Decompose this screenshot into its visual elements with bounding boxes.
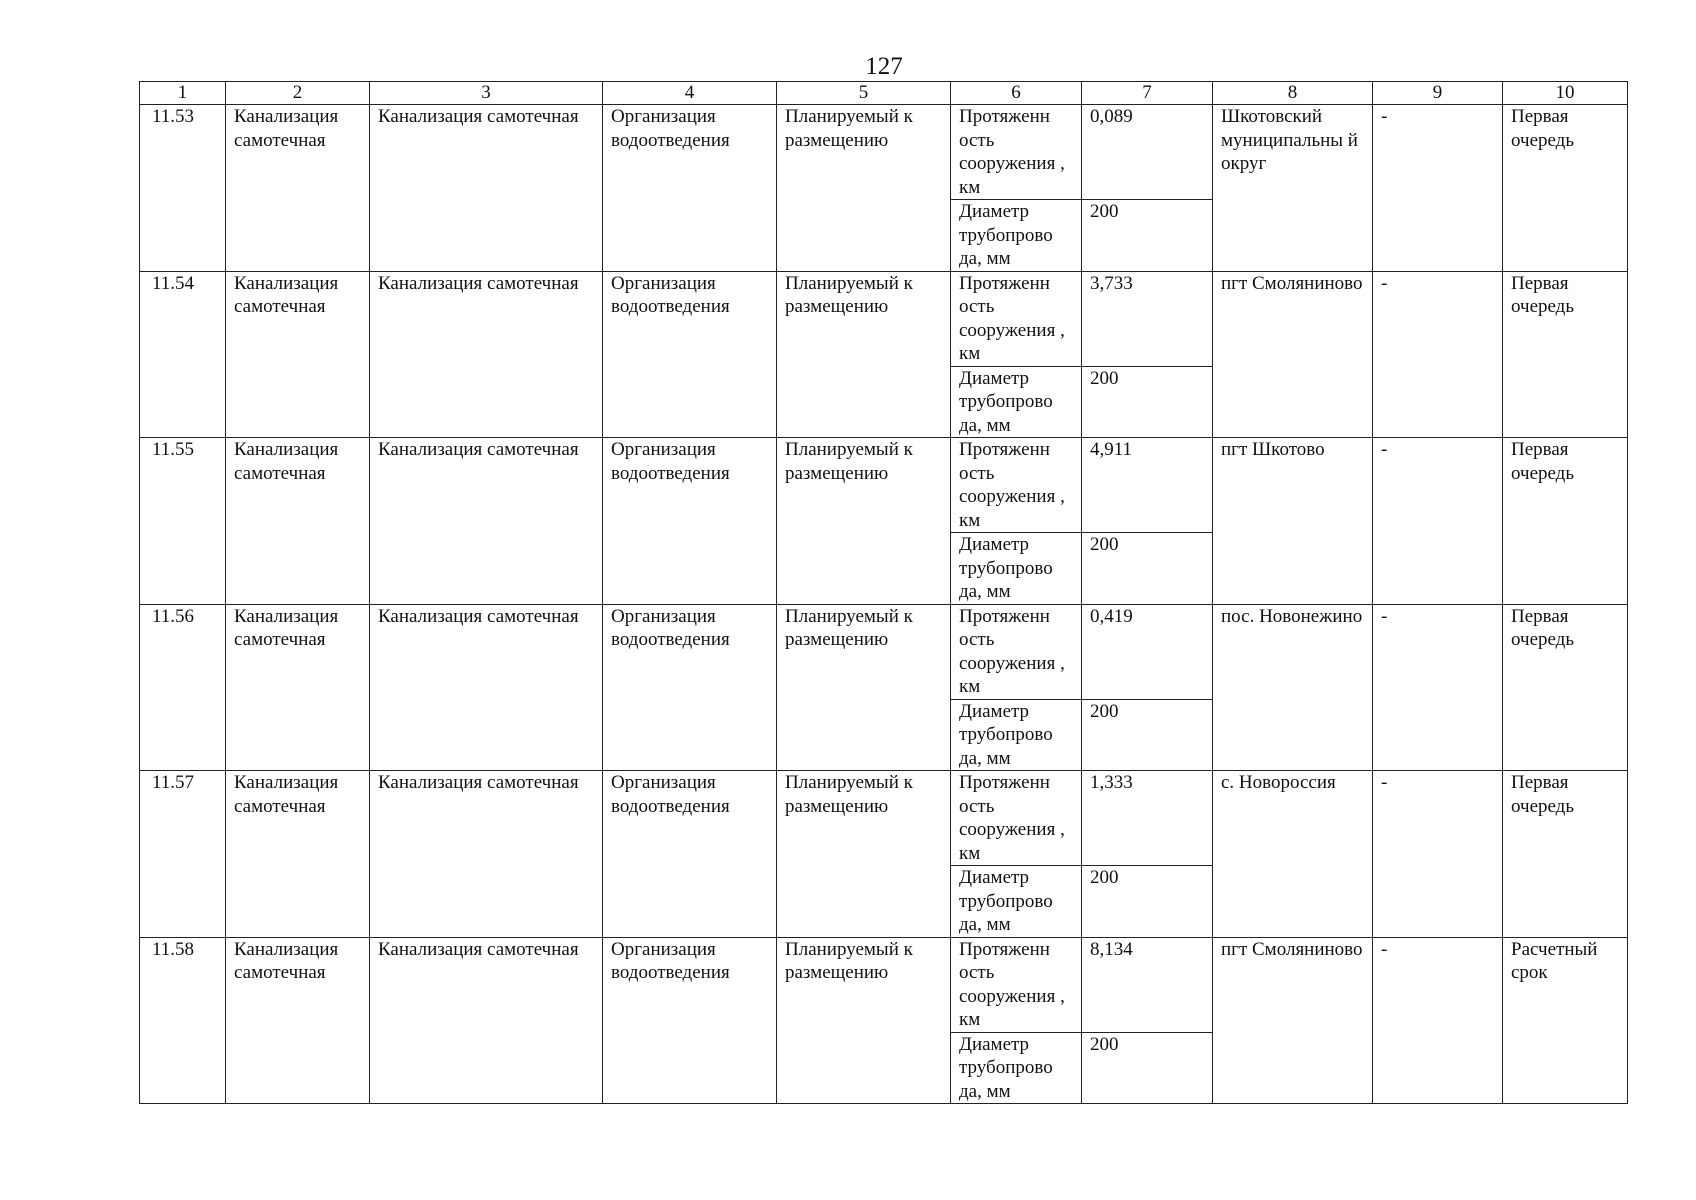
implementation-stage: Первая очередь [1503, 771, 1628, 938]
param-diameter-label: Диаметр трубопрово да, мм [951, 366, 1082, 438]
object-name: Канализация самотечная [370, 604, 603, 771]
column-header: 6 [951, 82, 1082, 105]
table-row [140, 105, 1628, 200]
param-length-label: Протяженн ость сооружения , км [951, 937, 1082, 1032]
table-row [140, 271, 1628, 366]
param-diameter-value: 200 [1082, 866, 1213, 938]
param-length-value: 3,733 [1082, 271, 1213, 366]
param-length-label: Протяженн ость сооружения , км [951, 604, 1082, 699]
object-type: Канализация самотечная [226, 937, 370, 1104]
object-name: Канализация самотечная [370, 438, 603, 605]
column-header: 2 [226, 82, 370, 105]
item-number: 11.56 [140, 604, 226, 771]
location: пгт Шкотово [1213, 438, 1373, 605]
object-name: Канализация самотечная [370, 937, 603, 1104]
item-number: 11.58 [140, 937, 226, 1104]
location: Шкотовский муниципальны й округ [1213, 105, 1373, 272]
param-diameter-value: 200 [1082, 366, 1213, 438]
object-type: Канализация самотечная [226, 105, 370, 272]
param-diameter-label: Диаметр трубопрово да, мм [951, 866, 1082, 938]
table-row [140, 438, 1628, 533]
param-diameter-value: 200 [1082, 699, 1213, 771]
object-type: Канализация самотечная [226, 604, 370, 771]
param-length-label: Протяженн ость сооружения , км [951, 438, 1082, 533]
item-number: 11.53 [140, 105, 226, 272]
param-diameter-label: Диаметр трубопрово да, мм [951, 200, 1082, 272]
column-header: 5 [777, 82, 951, 105]
zone: - [1373, 604, 1503, 771]
param-length-label: Протяженн ость сооружения , км [951, 105, 1082, 200]
object-name: Канализация самотечная [370, 271, 603, 438]
object-status: Планируемый к размещению [777, 271, 951, 438]
param-length-value: 4,911 [1082, 438, 1213, 533]
column-header: 9 [1373, 82, 1503, 105]
zone: - [1373, 438, 1503, 605]
param-length-value: 0,089 [1082, 105, 1213, 200]
implementation-stage: Первая очередь [1503, 271, 1628, 438]
param-diameter-value: 200 [1082, 533, 1213, 605]
param-length-label: Протяженн ость сооружения , км [951, 771, 1082, 866]
column-header: 3 [370, 82, 603, 105]
param-length-value: 8,134 [1082, 937, 1213, 1032]
object-purpose: Организация водоотведения [603, 438, 777, 605]
table-row [140, 937, 1628, 1032]
location: с. Новороссия [1213, 771, 1373, 938]
table-row [140, 771, 1628, 866]
param-length-value: 0,419 [1082, 604, 1213, 699]
implementation-stage: Первая очередь [1503, 438, 1628, 605]
column-header: 1 [140, 82, 226, 105]
object-status: Планируемый к размещению [777, 105, 951, 272]
object-name: Канализация самотечная [370, 105, 603, 272]
implementation-stage: Расчетный срок [1503, 937, 1628, 1104]
table-row [140, 604, 1628, 699]
object-purpose: Организация водоотведения [603, 271, 777, 438]
location: пос. Новонежино [1213, 604, 1373, 771]
zone: - [1373, 105, 1503, 272]
zone: - [1373, 271, 1503, 438]
objects-table [139, 81, 1628, 1104]
location: пгт Смоляниново [1213, 271, 1373, 438]
param-diameter-value: 200 [1082, 1032, 1213, 1104]
object-purpose: Организация водоотведения [603, 604, 777, 771]
param-diameter-value: 200 [1082, 200, 1213, 272]
location: пгт Смоляниново [1213, 937, 1373, 1104]
page-number: 127 [865, 53, 903, 80]
object-type: Канализация самотечная [226, 271, 370, 438]
column-header: 10 [1503, 82, 1628, 105]
object-type: Канализация самотечная [226, 438, 370, 605]
zone: - [1373, 937, 1503, 1104]
column-header: 7 [1082, 82, 1213, 105]
item-number: 11.57 [140, 771, 226, 938]
object-status: Планируемый к размещению [777, 771, 951, 938]
param-length-label: Протяженн ость сооружения , км [951, 271, 1082, 366]
column-header: 4 [603, 82, 777, 105]
param-diameter-label: Диаметр трубопрово да, мм [951, 533, 1082, 605]
object-purpose: Организация водоотведения [603, 937, 777, 1104]
object-name: Канализация самотечная [370, 771, 603, 938]
param-length-value: 1,333 [1082, 771, 1213, 866]
param-diameter-label: Диаметр трубопрово да, мм [951, 699, 1082, 771]
item-number: 11.54 [140, 271, 226, 438]
item-number: 11.55 [140, 438, 226, 605]
column-header: 8 [1213, 82, 1373, 105]
column-number-row [140, 82, 1628, 105]
object-status: Планируемый к размещению [777, 604, 951, 771]
implementation-stage: Первая очередь [1503, 105, 1628, 272]
zone: - [1373, 771, 1503, 938]
param-diameter-label: Диаметр трубопрово да, мм [951, 1032, 1082, 1104]
object-purpose: Организация водоотведения [603, 771, 777, 938]
object-type: Канализация самотечная [226, 771, 370, 938]
object-status: Планируемый к размещению [777, 438, 951, 605]
object-status: Планируемый к размещению [777, 937, 951, 1104]
object-purpose: Организация водоотведения [603, 105, 777, 272]
implementation-stage: Первая очередь [1503, 604, 1628, 771]
